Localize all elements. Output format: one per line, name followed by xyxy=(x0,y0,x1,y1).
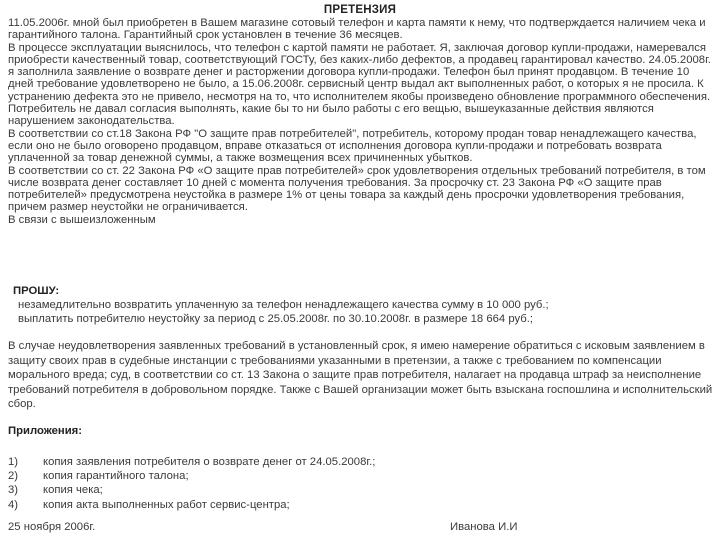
request-item-penalty: выплатить потребителю неустойку за период с 25.05.2008г. по 30.10.2008г. в размере 18 664 руб.; xyxy=(18,313,533,325)
attachment-number: 4) xyxy=(8,498,19,511)
request-section xyxy=(8,284,714,326)
attachment-number: 3) xyxy=(8,484,19,497)
attachment-text: копия чека; xyxy=(43,484,103,497)
paragraph-article-22: В соответствии со ст. 22 Закона РФ «О защите прав потребителей» срок удовлетворения отдельных требований потребителя, в том числе возврата денег составляет 10 дней с момента получения требования. За просрочку ст. 23 Закона РФ «О защите прав потребителей» предусмотрена неустойка в размере 1% от цены товара за каждый день просрочки удовлетворения требования, причем размер неустойки не ограничивается. xyxy=(8,164,706,214)
signature-name: Иванова И.И xyxy=(450,521,518,533)
document-body xyxy=(8,17,714,226)
attachment-number: 1) xyxy=(8,456,19,468)
attachments-heading: Приложения: xyxy=(8,425,83,437)
attachment-text: копия заявления потребителя о возврате денег от 24.05.2008г.; xyxy=(43,456,376,468)
attachment-text: копия гарантийного талона; xyxy=(43,470,189,483)
document-title: ПРЕТЕНЗИЯ xyxy=(323,4,397,16)
attachment-item xyxy=(8,455,714,469)
attachment-text: копия акта выполненных работ сервис-центра; xyxy=(43,498,290,511)
attachment-number: 2) xyxy=(8,470,19,483)
paragraph-defect: В процессе эксплуатации выяснилось, что телефон с картой памяти не работает. Я, заключая договор купли-продажи, намеревался приобрести качественный товар, соответствующий ГОСТу, без каких-либо дефектов, а продавец гарантировал качество. 24.05.2008г. я заполнила заявление о возврате денег и расторжении договора купли-продажи. Телефон был принят продавцом. В течение 10 дней требование удовлетворено не было, а 15.06.2008г. сервисный центр выдал акт выполненных работ, о которых я не просила. К устранению дефекта это не привело, несмотря на то, что исполнителем якобы произведено обновление программного обеспечения. Потребитель не давал согласия выполнять, какие бы то ни было работы с его вещью, вышеуказанные действия являются нарушением законодательства. xyxy=(8,41,711,128)
legal-notice-paragraph: В случае неудовлетворения заявленных требований в установленный срок, я имею намерение обратиться с исковым заявлением в защиту своих прав в судебные инстанции с требованиями указанными в претензии, а также с требованием по компенсации морального вреда; суд, в соответствии со ст. 13 Закона о защите прав потребителя, налагает на продавца штраф за неисполнение требований потребителя в добровольном порядке. Также с Вашей организации может быть взыскана госпошлина и исполнительский сбор. xyxy=(8,340,713,410)
paragraph-conclusion: В связи с вышеизложенным xyxy=(8,213,156,226)
document-date: 25 ноября 2006г. xyxy=(8,521,96,533)
attachment-item xyxy=(8,483,714,497)
request-heading: ПРОШУ: xyxy=(13,285,60,297)
paragraph-purchase: 11.05.2006г. мной был приобретен в Вашем магазине сотовый телефон и карта памяти к нему, что подтверждается наличием чека и гарантийного талона. Гарантийный срок установлен в течение 36 месяцев. xyxy=(8,17,706,42)
paragraph-article-18: В соответствии со ст.18 Закона РФ "О защите прав потребителей", потребитель, которому продан товар ненадлежащего качества, если оно не было оговорено продавцом, вправе отказаться от исполнения договора купли-продажи и потребовать возврата уплаченной за товар денежной суммы, а также возмещения всех причиненных убытков. xyxy=(8,127,697,165)
request-item-refund: незамедлительно возвратить уплаченную за телефон ненадлежащего качества сумму в 10 000 руб.; xyxy=(18,299,549,311)
attachment-item xyxy=(8,498,714,512)
attachments-list xyxy=(8,455,714,512)
attachment-item xyxy=(8,469,714,483)
